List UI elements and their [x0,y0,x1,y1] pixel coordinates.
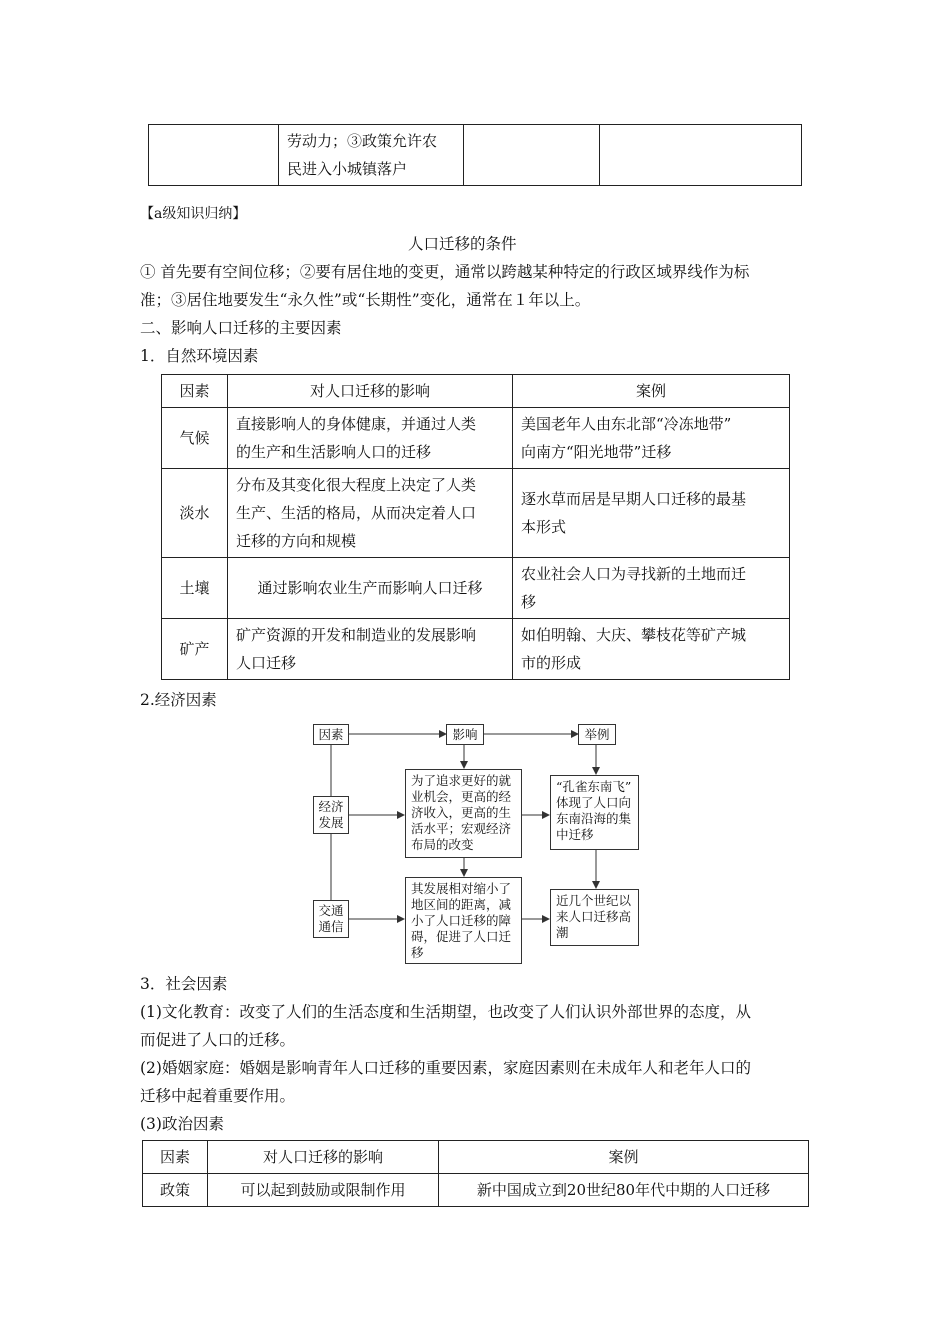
impact-label-box: 影响 [446,724,484,745]
box-line: 东南沿海的集 [556,811,632,826]
example-box-peacock [550,775,639,850]
political-factors-table [142,1140,809,1207]
impact-box-transport [405,877,522,964]
paragraph-line: 而促进了人口的迁移。 [140,1031,296,1049]
box-line: 其发展相对缩小了 [411,881,512,896]
cell-line: 如伯明翰、大庆、攀枝花等矿产城 [521,626,747,644]
effect-cell: 可以起到鼓励或限制作用 [208,1174,439,1207]
box-line: 经济 [318,799,344,814]
header-cell: 对人口迁移的影响 [208,1141,439,1174]
example-label-box: 举例 [578,724,616,745]
box-line: 通信 [318,919,344,934]
knowledge-tag: 【a级知识归纳】 [140,206,247,222]
paragraph-line: (1)文化教育：改变了人们的生活态度和生活期望，也改变了人们认识外部世界的态度，从 [140,1003,751,1021]
cell-line: 市的形成 [521,654,582,672]
factor-cell: 矿产 [162,619,228,680]
box-line: 来人口迁移高 [556,909,632,924]
section-heading: 二、影响人口迁移的主要因素 [140,319,342,337]
factor-cell: 土壤 [162,558,228,619]
cell-line: 移 [521,593,537,611]
box-line: 近几个世纪以 [556,893,632,908]
cell-line: 向南方“阳光地带”迁移 [521,443,672,461]
box-line: 发展 [318,815,344,830]
factor-cell: 气候 [162,408,228,469]
paragraph-line: (2)婚姻家庭：婚姻是影响青年人口迁移的重要因素，家庭因素则在未成年人和老年人口的 [140,1059,751,1077]
cell-line: 迁移的方向和规模 [236,532,357,550]
case-cell: 新中国成立到20世纪80年代中期的人口迁移 [439,1174,809,1207]
cell-line: 人口迁移 [236,654,297,672]
cell-line: 美国老年人由东北部“冷冻地带” [521,415,732,433]
subsection-heading: 3．社会因素 [140,975,228,993]
header-cell: 案例 [439,1141,809,1174]
box-line: 为了追求更好的就 [411,773,512,788]
box-line: 地区间的距离，减 [411,897,512,912]
effect-cell: 通过影响农业生产而影响人口迁移 [228,558,513,619]
impact-box-economic [405,769,522,858]
box-line: 济收入，更高的生 [411,805,512,820]
paragraph-line: 迁移中起着重要作用。 [140,1087,296,1105]
box-line: 交通 [318,903,344,918]
cell-line: 矿产资源的开发和制造业的发展影响 [236,626,477,644]
box-line: 碍，促进了人口迁 [411,929,512,944]
cell-line: 的生产和生活影响人口的迁移 [236,443,432,461]
transport-communication-box [313,900,349,938]
box-line: 潮 [556,925,569,940]
cell-line: 直接影响人的身体健康，并通过人类 [236,415,477,433]
factor-cell: 淡水 [162,469,228,558]
cell-line: 本形式 [521,518,567,536]
cell-text: 劳动力；③政策允许农 [287,132,438,150]
economic-development-box [313,796,349,834]
factor-label-box: 因素 [313,724,349,745]
cell-line: 逐水草而居是早期人口迁移的最基 [521,490,747,508]
example-box-migration-wave [550,889,639,946]
paragraph-line: (3)政治因素 [140,1115,224,1133]
box-line: 小了人口迁移的障 [411,913,512,928]
paragraph-line: 准；③居住地要发生“永久性”或“长期性”变化，通常在１年以上。 [140,291,591,309]
box-line: 活水平；宏观经济 [411,821,512,836]
table-header-row [143,1141,809,1174]
factor-cell: 政策 [143,1174,208,1207]
section-title: 人口迁移的条件 [408,235,517,253]
box-line: 业机会，更高的经 [411,789,512,804]
cell-line: 分布及其变化很大程度上决定了人类 [236,476,477,494]
box-line: 布局的改变 [411,837,474,852]
subsection-heading: 2.经济因素 [140,691,217,709]
cell-line: 农业社会人口为寻找新的土地而迁 [521,565,747,583]
box-line: “孔雀东南飞” [556,779,632,794]
cell-text: 民进入小城镇落户 [287,160,408,178]
header-cell: 案例 [513,375,790,408]
table-row [143,1174,809,1207]
box-line: 体现了人口向 [556,795,632,810]
box-line: 移 [411,945,424,960]
paragraph-line: ① 首先要有空间位移；②要有居住地的变更，通常以跨越某种特定的行政区域界线作为标 [140,263,750,281]
header-cell: 对人口迁移的影响 [228,375,513,408]
cell-line: 生产、生活的格局，从而决定着人口 [236,504,477,522]
box-line: 中迁移 [556,827,594,842]
subsection-heading: 1．自然环境因素 [140,347,259,365]
header-cell: 因素 [143,1141,208,1174]
header-cell: 因素 [162,375,228,408]
